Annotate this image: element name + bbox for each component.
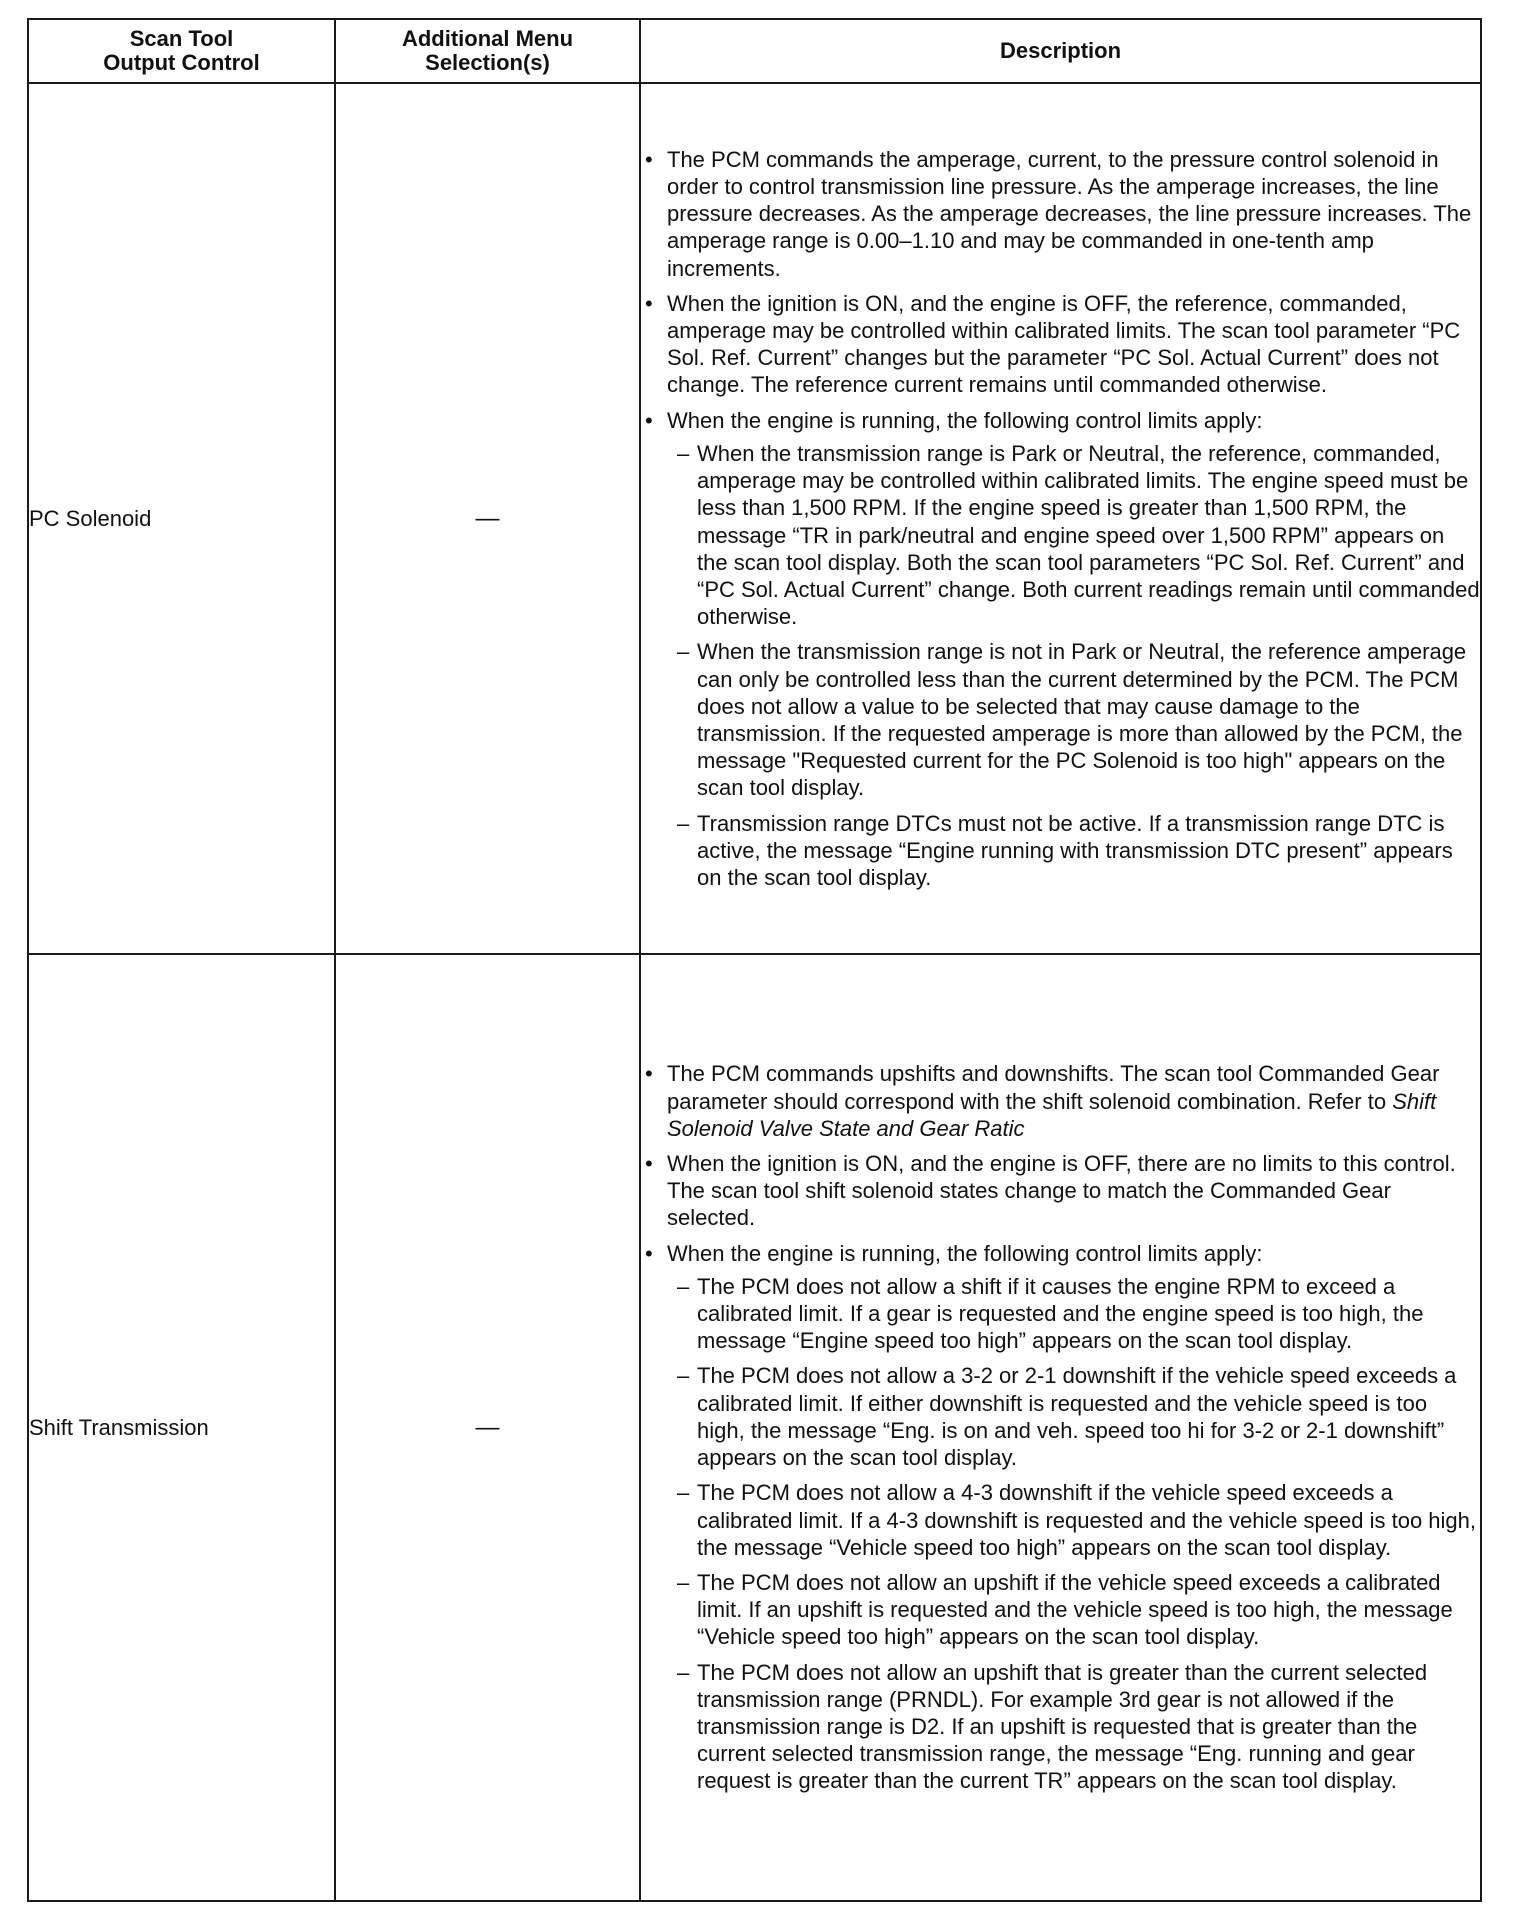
table-header-row: [28, 19, 1481, 83]
sub-item: [677, 1569, 1480, 1651]
dash-icon: –: [677, 1480, 690, 1506]
description-cell: [640, 954, 1481, 1901]
sub-item: [677, 1479, 1480, 1561]
output-control-name: PC Solenoid: [28, 83, 335, 954]
header-line: Selection(s): [425, 50, 550, 75]
sub-list: [667, 1273, 1480, 1795]
sub-text: The PCM does not allow an upshift if the vehicle speed exceeds a calibrated limit. If an upshift is requested and the vehicle speed is too high, the message “Vehicle speed too high” appears on the scan tool display.: [697, 1569, 1453, 1650]
scan-tool-output-control-table: [27, 18, 1482, 1902]
sub-list: [667, 440, 1480, 891]
bullet-icon: •: [645, 407, 653, 433]
bullet-item: [641, 146, 1480, 282]
bullet-icon: •: [645, 1061, 653, 1087]
dash-icon: –: [677, 810, 690, 836]
dash-icon: –: [677, 639, 690, 665]
bullet-list: [641, 146, 1480, 891]
dash-icon: –: [677, 1363, 690, 1389]
bullet-icon: •: [645, 1240, 653, 1266]
sub-item: [677, 1362, 1480, 1471]
sub-item: [677, 440, 1480, 630]
dash-icon: –: [677, 1659, 690, 1685]
dash-icon: –: [677, 1273, 690, 1299]
header-scan-tool-output-control: [28, 19, 335, 83]
bullet-list: [641, 1060, 1480, 1794]
sub-text: The PCM does not allow a 4-3 downshift if the vehicle speed exceeds a calibrated limit. If a 4-3 downshift is requested and the vehicle speed is too high, the message “Vehicle speed too high” appears on the scan tool display.: [697, 1480, 1477, 1560]
bullet-item: [641, 1240, 1480, 1795]
bullet-icon: •: [645, 1151, 653, 1177]
dash-icon: –: [677, 440, 690, 466]
cross-reference: Shift Solenoid Valve State and Gear Ratic: [667, 1088, 1437, 1141]
sub-text: The PCM does not allow a 3-2 or 2-1 downshift if the vehicle speed exceeds a calibrated limit. If either downshift is requested and the vehicle speed is too high, the message “Eng. is on and veh. speed too hi for 3-2 or 2-1 downshift” appears on the scan tool display.: [697, 1363, 1457, 1471]
table-row: [28, 954, 1481, 1901]
bullet-text: When the ignition is ON, and the engine is OFF, the reference, commanded, amperage may be controlled within calibrated limits. The scan tool parameter “PC Sol. Ref. Current” changes but the parameter “PC Sol. Actual Current” does not change. The reference current remains until commanded otherwise.: [667, 290, 1461, 398]
bullet-text: When the engine is running, the following control limits apply:: [667, 407, 1263, 433]
bullet-text: The PCM commands the amperage, current, to the pressure control solenoid in order to control transmission line pressure. As the amperage increases, the line pressure decreases. As the amperage decreases, the line pressure increases. The amperage range is 0.00–1.10 and may be commanded in one-tenth amp increments.: [667, 146, 1472, 281]
bullet-text: The PCM commands upshifts and downshifts. The scan tool Commanded Gear parameter should correspond with the shift solenoid combination. Refer to: [667, 1061, 1440, 1114]
bullet-text: When the engine is running, the following control limits apply:: [667, 1240, 1263, 1266]
bullet-item: [641, 290, 1480, 399]
bullet-item: [641, 407, 1480, 891]
sub-text: When the transmission range is not in Park or Neutral, the reference amperage can only be controlled less than the current determined by the PCM. The PCM does not allow a value to be selected that may cause damage to the transmission. If the requested amperage is more than allowed by the PCM, the message "Requested current for the PC Solenoid is too high" appears on the scan tool display.: [697, 639, 1467, 801]
table-row: [28, 83, 1481, 954]
bullet-item: [641, 1060, 1480, 1142]
bullet-item: [641, 1150, 1480, 1232]
sub-text: The PCM does not allow a shift if it causes the engine RPM to exceed a calibrated limit. If a gear is requested and the engine speed is too high, the message “Engine speed too high” appears on the scan tool display.: [697, 1273, 1424, 1354]
bullet-text: When the ignition is ON, and the engine is OFF, there are no limits to this control. The scan tool shift solenoid states change to match the Commanded Gear selected.: [667, 1151, 1456, 1231]
header-line: Output Control: [103, 50, 260, 75]
menu-selection: —: [335, 954, 640, 1901]
header-additional-menu-selections: [335, 19, 640, 83]
sub-text: The PCM does not allow an upshift that is greater than the current selected transmission range (PRNDL). For example 3rd gear is not allowed if the transmission range is D2. If an upshift is requested that is greater than the current selected transmission range, the message “Eng. running and gear request is greater than the current TR” appears on the scan tool display.: [697, 1659, 1428, 1794]
menu-selection: —: [335, 83, 640, 954]
bullet-icon: •: [645, 146, 653, 172]
header-line: Additional Menu: [401, 26, 574, 51]
dash-icon: –: [677, 1569, 690, 1595]
header-description: Description: [640, 19, 1481, 83]
sub-item: [677, 1659, 1480, 1795]
sub-text: Transmission range DTCs must not be active. If a transmission range DTC is active, the message “Engine running with transmission DTC present” appears on the scan tool display.: [697, 810, 1453, 890]
description-cell: [640, 83, 1481, 954]
sub-item: [677, 810, 1480, 892]
sub-text: When the transmission range is Park or Neutral, the reference, commanded, amperage may be controlled within calibrated limits. The engine speed must be less than 1,500 RPM. If the engine speed is greater than 1,500 RPM, the message “TR in park/neutral and engine speed over 1,500 RPM” appears on the scan tool display. Both the scan tool parameters “PC Sol. Ref. Current” and “PC Sol. Actual Current” change. Both current readings remain until commanded otherwise.: [697, 440, 1480, 630]
header-line: Scan Tool: [129, 26, 234, 51]
bullet-icon: •: [645, 290, 653, 316]
output-control-name: Shift Transmission: [28, 954, 335, 1901]
sub-item: [677, 638, 1480, 801]
sub-item: [677, 1273, 1480, 1355]
